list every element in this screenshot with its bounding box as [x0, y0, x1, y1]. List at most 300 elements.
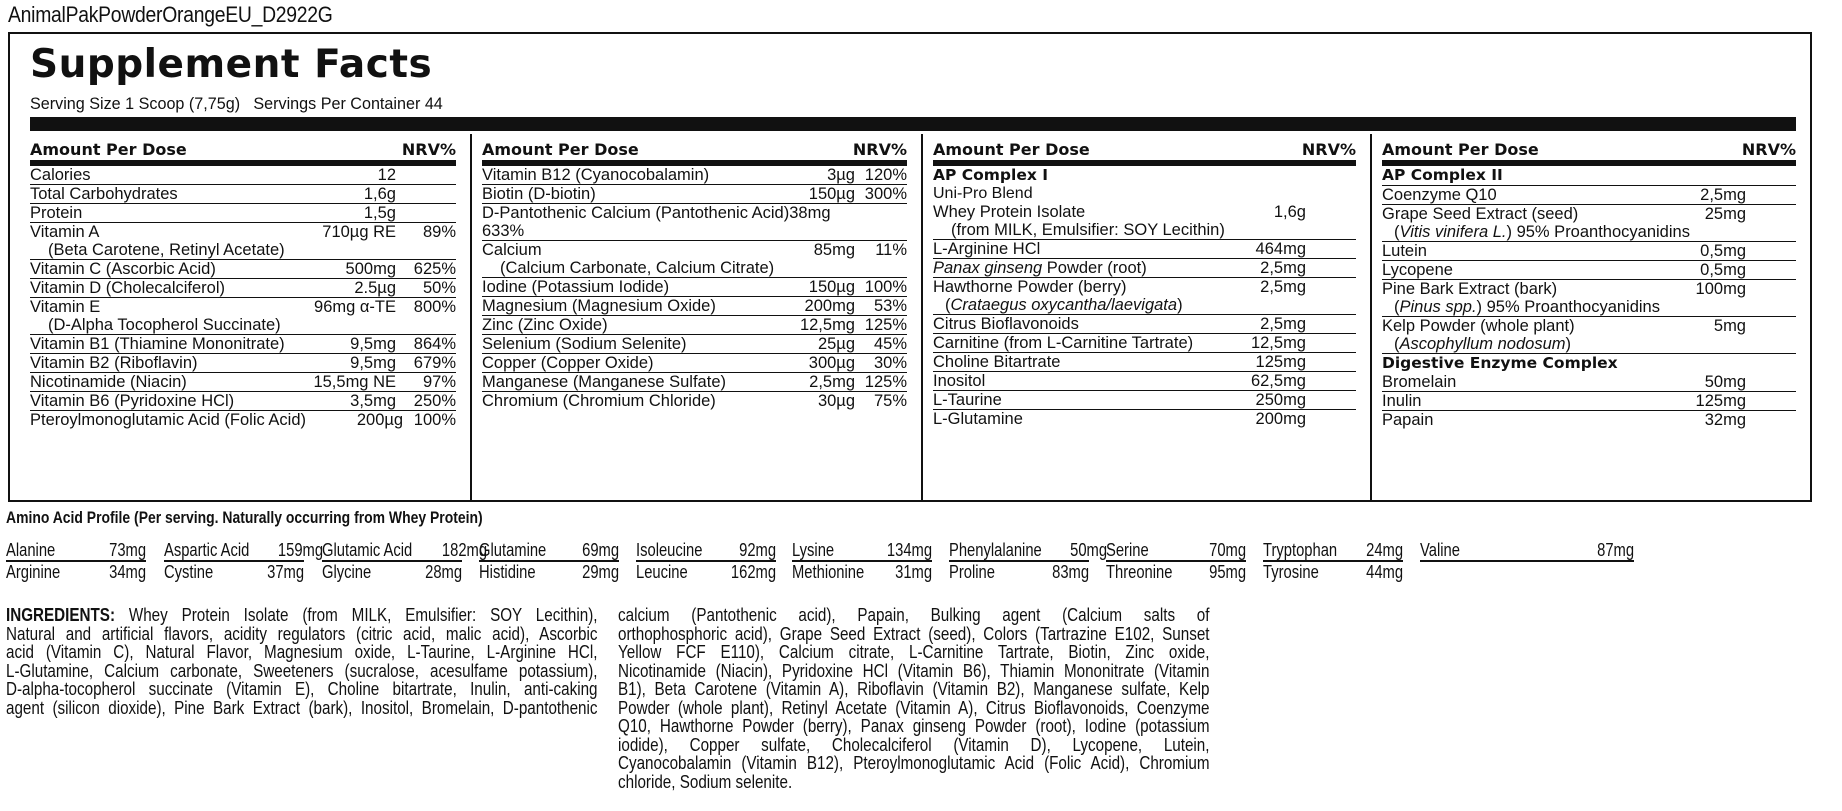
- nutrient-nrv: 50%: [422, 279, 456, 297]
- nutrient-name: Hawthorne Powder (berry): [933, 278, 1127, 296]
- nutrient-nrv: 679%: [413, 354, 456, 372]
- nutrient-nrv: [1306, 334, 1356, 352]
- nutrient-name: Whey Protein Isolate: [933, 203, 1086, 221]
- nutrient-row: [30, 391, 456, 410]
- facts-title: Supplement Facts: [30, 42, 433, 87]
- nutrient-nrv: [1306, 203, 1356, 221]
- nutrient-nrv: [1746, 411, 1796, 429]
- nutrient-amount: 2,5mg: [1260, 315, 1306, 333]
- nutrient-amount: 125mg: [1695, 392, 1746, 410]
- amino-acid-value: 50mg: [1070, 540, 1108, 560]
- blend-name: Uni-Pro Blend: [933, 185, 1033, 202]
- nutrient-row: [933, 409, 1356, 428]
- nutrient-amount: 85mg: [813, 241, 855, 259]
- nutrient-nrv: [1746, 373, 1796, 391]
- nutrient-row: [1382, 279, 1796, 316]
- nutrient-line: [30, 185, 456, 203]
- nutrient-nrv: [881, 204, 907, 222]
- nutrient-row: [1382, 241, 1796, 260]
- amino-acid-grid: [6, 541, 1806, 585]
- nutrient-name: Lutein: [1382, 242, 1427, 260]
- nutrient-line: [482, 354, 907, 372]
- serving-size: Serving Size 1 Scoop (7,75g): [30, 94, 241, 113]
- source-latin-name: Vitis vinifera L.: [1399, 223, 1507, 241]
- amino-acid-value: 31mg: [895, 562, 932, 582]
- amount-per-dose-label: Amount Per Dose: [933, 140, 1090, 159]
- amino-acid-value: 182mg: [441, 540, 488, 560]
- nutrient-line: [933, 372, 1356, 390]
- nutrient-amount: 150µg: [808, 185, 855, 203]
- nutrient-line: [30, 204, 456, 222]
- amino-acid-name: Serine: [1106, 540, 1149, 560]
- ingredients-line: Q10, Hawthorne Powder (berry), Panax ginseng Powder (root), Iodine (potassium: [618, 716, 1210, 736]
- nutrient-name: Manganese (Manganese Sulfate): [482, 373, 726, 391]
- nutrient-line: [30, 166, 456, 184]
- nutrient-nrv: [1306, 315, 1356, 333]
- nutrient-row: [482, 184, 907, 203]
- ingredients-left-column: [6, 606, 598, 717]
- nutrient-name: Lycopene: [1382, 261, 1453, 279]
- nutrient-nrv: [1746, 242, 1796, 260]
- nutrient-line: [933, 203, 1356, 221]
- amino-acid-item: [636, 563, 776, 582]
- group-heading: AP Complex II: [1382, 166, 1503, 184]
- nutrient-amount: 9,5mg: [350, 335, 396, 353]
- amino-acid-item: [164, 563, 304, 582]
- nutrient-row: [30, 297, 456, 334]
- nutrient-line: [933, 353, 1356, 371]
- amino-acid-item: [164, 540, 324, 562]
- nutrient-row: [30, 372, 456, 391]
- group-heading: AP Complex I: [933, 166, 1049, 184]
- amino-acid-name: Methionine: [792, 562, 865, 582]
- nutrient-row: [1382, 260, 1796, 279]
- nutrient-line: [1382, 411, 1796, 429]
- nutrient-line: [30, 279, 456, 297]
- nutrient-name-italic: Panax ginseng: [933, 259, 1043, 277]
- nutrient-row: [30, 166, 456, 184]
- nutrient-nrv: [1746, 317, 1796, 335]
- nutrient-line: [1382, 280, 1796, 298]
- amino-acid-value: 69mg: [582, 540, 619, 560]
- nutrient-row: [933, 203, 1356, 239]
- ingredients-line: Natural and artificial flavors, acidity regulators (citric acid, malic acid), Ascorbic: [6, 623, 598, 644]
- nutrient-amount: 96mg α-TE: [314, 298, 396, 316]
- nutrient-row: [933, 371, 1356, 390]
- nutrient-row: [933, 239, 1356, 258]
- nutrient-name: Grape Seed Extract (seed): [1382, 205, 1579, 223]
- nutrient-nrv: 125%: [864, 316, 907, 334]
- nutrient-amount: 200µg: [356, 411, 404, 429]
- nutrient-amount: 12,5mg: [1250, 334, 1306, 352]
- nutrient-amount: 200mg: [1255, 410, 1306, 428]
- source-latin-name: Pinus spp.: [1399, 298, 1477, 316]
- ingredients-line: L-Glutamine, Calcium carbonate, Sweeteners (sucralose, acesulfame potassium),: [6, 660, 598, 681]
- nutrient-line: [482, 297, 907, 315]
- amino-acid-name: Tyrosine: [1263, 562, 1319, 582]
- nutrient-name: L-Glutamine: [933, 410, 1023, 428]
- nutrient-amount: 0,5mg: [1700, 242, 1746, 260]
- nutrient-row: [482, 296, 907, 315]
- nutrient-amount: 30µg: [817, 392, 855, 410]
- ingredients-right-column: [618, 606, 1210, 791]
- nutrient-name: Bromelain: [1382, 373, 1457, 391]
- amino-acid-value: 44mg: [1366, 562, 1403, 582]
- nutrient-line: [1382, 186, 1796, 204]
- nutrient-row: [30, 278, 456, 297]
- nutrient-row: [1382, 204, 1796, 241]
- nutrient-nrv: 800%: [413, 298, 456, 316]
- amino-acid-name: Glutamine: [479, 540, 547, 560]
- nutrient-nrv-wrapped: 633%: [482, 222, 525, 240]
- nutrient-amount: 2,5mg: [809, 373, 855, 391]
- nutrient-amount: 1,6g: [363, 185, 396, 203]
- amino-acid-item: [322, 563, 462, 582]
- amino-acid-item: [322, 540, 488, 562]
- nutrient-row: [30, 410, 456, 429]
- nutrient-nrv: [1306, 278, 1356, 296]
- nutrient-line: [30, 373, 456, 391]
- nutrient-nrv: [1306, 372, 1356, 390]
- facts-column-3: [921, 134, 1370, 500]
- nutrient-amount: 12: [377, 166, 396, 184]
- nutrient-name: L-Taurine: [933, 391, 1002, 409]
- amino-acid-name: Leucine: [636, 562, 688, 582]
- amino-acid-name: Proline: [949, 562, 995, 582]
- nutrient-amount: 5mg: [1713, 317, 1746, 335]
- nutrient-amount: 125mg: [1255, 353, 1306, 371]
- source-latin-name: Crataegus oxycantha/laevigata: [950, 296, 1178, 314]
- nutrient-nrv: [1746, 186, 1796, 204]
- amino-acid-item: [6, 541, 146, 562]
- amount-per-dose-label: Amount Per Dose: [482, 140, 639, 159]
- nutrient-amount: 2,5mg: [1260, 259, 1306, 277]
- amino-acid-value: 83mg: [1052, 562, 1089, 582]
- amino-acid-value: 134mg: [886, 540, 932, 560]
- amino-acid-title: Amino Acid Profile (Per serving. Naturally occurring from Whey Protein): [6, 508, 483, 527]
- nutrient-name: Inulin: [1382, 392, 1422, 410]
- nutrient-name: L-Arginine HCl: [933, 240, 1041, 258]
- nutrient-name: Vitamin B2 (Riboflavin): [30, 354, 198, 372]
- ingredients-line: chloride, Sodium selenite.: [618, 771, 793, 792]
- nrv-label: NRV%: [852, 140, 907, 159]
- facts-column-2: [470, 134, 921, 500]
- nrv-label: NRV%: [1741, 140, 1796, 159]
- nutrient-amount: 9,5mg: [350, 354, 396, 372]
- nutrient-line: [933, 391, 1356, 409]
- nutrient-row: [1382, 410, 1796, 429]
- nutrient-line: [30, 335, 456, 353]
- nutrient-nrv: 11%: [875, 241, 907, 259]
- nutrient-row: [1382, 316, 1796, 353]
- nutrient-amount: 250mg: [1255, 391, 1306, 409]
- nutrient-nrv: 30%: [873, 354, 907, 372]
- nutrient-row: [30, 203, 456, 222]
- amino-acid-item: [1106, 541, 1246, 562]
- nutrient-amount: 100mg: [1695, 280, 1746, 298]
- amino-acid-item: [6, 563, 146, 582]
- amino-acid-value: 34mg: [109, 562, 146, 582]
- nutrient-line: [482, 241, 907, 259]
- nutrient-amount: 500mg: [345, 260, 396, 278]
- amino-acid-name: Aspartic Acid: [164, 540, 250, 560]
- ingredients-line: Cyanocobalamin (Vitamin B12), Pteroylmonoglutamic Acid (Folic Acid), Chromium: [618, 753, 1210, 773]
- nutrient-nrv: [1746, 261, 1796, 279]
- amino-acid-item: [1263, 563, 1403, 582]
- amino-acid-item: [792, 563, 932, 582]
- nutrient-name: Citrus Bioflavonoids: [933, 315, 1079, 333]
- ingredients-line: iodide), Copper sulfate, Cholecalciferol (Vitamin D), Lycopene, Lutein,: [618, 734, 1210, 755]
- nrv-label: NRV%: [401, 140, 456, 159]
- nutrient-name: Vitamin E: [30, 298, 101, 316]
- amino-acid-value: 92mg: [739, 540, 776, 560]
- source-close: ) 95% Proanthocyanidins: [1506, 223, 1690, 241]
- nutrient-name: Selenium (Sodium Selenite): [482, 335, 687, 353]
- nutrient-name: Chromium (Chromium Chloride): [482, 392, 716, 410]
- nutrient-row: [933, 390, 1356, 409]
- nutrient-line: [482, 204, 907, 222]
- nutrient-nrv: 100%: [413, 411, 456, 429]
- nutrient-amount: 150µg: [808, 278, 855, 296]
- nutrient-name: Copper (Copper Oxide): [482, 354, 654, 372]
- amino-acid-name: Alanine: [6, 540, 56, 560]
- amino-acid-value: 159mg: [277, 540, 324, 560]
- nutrient-line: [482, 392, 907, 410]
- nutrient-line: [933, 259, 1356, 277]
- nutrient-nrv: [1306, 259, 1356, 277]
- amino-acid-item: [1263, 541, 1403, 562]
- nutrient-name-rest: Powder (root): [1042, 259, 1147, 277]
- source-close: ): [1177, 296, 1183, 314]
- ingredients-line: orthophosphoric acid), Grape Seed Extract (seed), Colors (Tartrazine E102, Sunset: [618, 623, 1210, 644]
- nutrient-amount: 710µg RE: [322, 223, 396, 241]
- nutrient-amount: 300µg: [808, 354, 855, 372]
- nutrient-name: Pteroylmonoglutamic Acid (Folic Acid): [30, 411, 307, 429]
- nutrient-source: (from MILK, Emulsifier: SOY Lecithin): [951, 221, 1225, 239]
- nutrient-amount: 25mg: [1704, 205, 1746, 223]
- nutrient-amount: 12,5mg: [799, 316, 855, 334]
- nutrient-line: [482, 185, 907, 203]
- nutrient-amount: 1,5g: [363, 204, 396, 222]
- nutrient-name: Vitamin B1 (Thiamine Mononitrate): [30, 335, 285, 353]
- source-open: (: [1394, 223, 1400, 241]
- nutrient-source: (Calcium Carbonate, Calcium Citrate): [500, 259, 775, 277]
- nutrient-source: (D-Alpha Tocopherol Succinate): [48, 316, 281, 334]
- nutrient-row: [482, 203, 907, 240]
- nutrient-nrv: [1746, 392, 1796, 410]
- amino-acid-name: Cystine: [164, 562, 214, 582]
- nutrient-row: [933, 314, 1356, 333]
- nutrient-amount: 464mg: [1255, 240, 1306, 258]
- ingredients-line: calcium (Pantothenic acid), Papain, Bulking agent (Calcium salts of: [618, 605, 1210, 625]
- nutrient-row: [30, 259, 456, 278]
- nutrient-row: [1382, 373, 1796, 391]
- nutrient-row: [30, 222, 456, 259]
- nutrient-row: [482, 334, 907, 353]
- thick-divider-bar: [30, 117, 1796, 131]
- nutrient-name: Kelp Powder (whole plant): [1382, 317, 1575, 335]
- amino-acid-name: Lysine: [792, 540, 835, 560]
- source-close: ): [1565, 335, 1571, 353]
- ingredients-line: [6, 606, 598, 625]
- nutrient-source: [1382, 298, 1796, 316]
- nutrient-name: Coenzyme Q10: [1382, 186, 1497, 204]
- nutrient-nrv: 100%: [864, 278, 907, 296]
- nutrient-amount: 3µg: [827, 166, 855, 184]
- nutrient-nrv: [396, 185, 456, 203]
- amino-acid-item: [479, 541, 619, 562]
- nutrient-nrv: 120%: [864, 166, 907, 184]
- nutrient-row: [482, 372, 907, 391]
- amino-acid-item: [479, 563, 619, 582]
- nutrient-amount: 1,6g: [1273, 203, 1306, 221]
- nutrient-line: [30, 298, 456, 316]
- group-heading: Digestive Enzyme Complex: [1382, 353, 1796, 373]
- ingredients-line: B1), Beta Carotene (Vitamin A), Riboflavin (Vitamin B2), Manganese sulfate, Kelp: [618, 679, 1210, 699]
- source-open: (: [945, 296, 951, 314]
- nutrient-amount: [831, 204, 881, 222]
- nutrient-amount: 2,5mg: [1260, 278, 1306, 296]
- nutrient-row: [482, 240, 907, 277]
- nutrient-name: Total Carbohydrates: [30, 185, 178, 203]
- amino-acid-item: [636, 541, 776, 562]
- amino-acid-value: 73mg: [109, 540, 146, 560]
- nutrient-amount: 15,5mg NE: [313, 373, 396, 391]
- servings-per-container: Servings Per Container 44: [253, 94, 443, 113]
- nutrient-line: [30, 260, 456, 278]
- ingredients-line: agent (silicon dioxide), Pine Bark Extract (bark), Inositol, Bromelain, D-pantothenic: [6, 697, 598, 718]
- source-open: (: [1394, 335, 1400, 353]
- facts-column-1: [10, 134, 470, 500]
- nutrient-amount: 200mg: [804, 297, 855, 315]
- nutrient-name: Vitamin B6 (Pyridoxine HCl): [30, 392, 235, 410]
- nutrient-line: [482, 373, 907, 391]
- amino-acid-value: 37mg: [267, 562, 304, 582]
- column-header: [933, 134, 1356, 166]
- amino-acid-item: [1420, 541, 1634, 562]
- nutrient-nrv: [1306, 410, 1356, 428]
- nutrient-name: Carnitine (from L-Carnitine Tartrate): [933, 334, 1194, 352]
- nutrient-line: [482, 316, 907, 334]
- nutrient-nrv: 250%: [413, 392, 456, 410]
- nutrient-name: Vitamin C (Ascorbic Acid): [30, 260, 216, 278]
- amino-acid-name: Phenylalanine: [949, 540, 1042, 560]
- nutrient-nrv: [1306, 240, 1356, 258]
- nutrient-row: [933, 258, 1356, 277]
- nutrient-row: [933, 333, 1356, 352]
- nutrient-name: Calcium: [482, 241, 542, 259]
- nutrient-line: [1382, 205, 1796, 223]
- nutrient-nrv: [1306, 353, 1356, 371]
- nutrient-nrv: [396, 166, 456, 184]
- nutrient-line: [1382, 317, 1796, 335]
- nutrient-source: [1382, 335, 1796, 353]
- amino-acid-name: Glutamic Acid: [322, 540, 413, 560]
- amount-per-dose-label: Amount Per Dose: [30, 140, 187, 159]
- amino-acid-item: [949, 563, 1089, 582]
- nutrient-amount: 50mg: [1704, 373, 1746, 391]
- amino-acid-name: Arginine: [6, 562, 61, 582]
- ingredients-section: [6, 606, 1210, 806]
- nutrient-name: Protein: [30, 204, 83, 222]
- nutrient-row: [1382, 185, 1796, 204]
- nutrient-line: [933, 278, 1356, 296]
- nutrient-row: [933, 352, 1356, 371]
- nutrient-nrv: 300%: [864, 185, 907, 203]
- nutrient-source: (Beta Carotene, Retinyl Acetate): [48, 241, 285, 259]
- nutrient-line: [482, 166, 907, 184]
- nutrient-row: [482, 353, 907, 372]
- nutrient-row: [1382, 391, 1796, 410]
- amino-acid-value: 70mg: [1209, 540, 1246, 560]
- nutrient-line: [30, 223, 456, 241]
- nutrient-nrv: 89%: [422, 223, 456, 241]
- nutrient-amount: 32mg: [1704, 411, 1746, 429]
- nutrient-amount: 62,5mg: [1250, 372, 1306, 390]
- nrv-label: NRV%: [1301, 140, 1356, 159]
- nutrient-nrv: [1746, 205, 1796, 223]
- nutrient-nrv: 125%: [864, 373, 907, 391]
- source-latin-name: Ascophyllum nodosum: [1399, 335, 1566, 353]
- nutrient-nrv: 97%: [422, 373, 456, 391]
- amino-acid-value: 162mg: [730, 562, 776, 582]
- nutrient-name: Nicotinamide (Niacin): [30, 373, 187, 391]
- nutrient-row: [482, 391, 907, 410]
- nutrient-line: [482, 278, 907, 296]
- source-close: ) 95% Proanthocyanidins: [1476, 298, 1660, 316]
- nutrient-amount: 2,5mg: [1700, 186, 1746, 204]
- nutrient-name: Inositol: [933, 372, 986, 390]
- nutrient-row: [482, 277, 907, 296]
- nutrient-name: Vitamin B12 (Cyanocobalamin): [482, 166, 710, 184]
- nutrient-amount: 0,5mg: [1700, 261, 1746, 279]
- ingredients-line: Powder (whole plant), Retinyl Acetate (Vitamin A), Citrus Bioflavonoids, Coenzyme: [618, 697, 1210, 718]
- nutrient-row: [933, 277, 1356, 314]
- amino-acid-value: 87mg: [1597, 540, 1634, 560]
- amino-acid-name: Valine: [1420, 540, 1460, 560]
- nutrient-line: [1382, 261, 1796, 279]
- nutrient-row: [30, 184, 456, 203]
- nutrient-source: [933, 296, 1356, 314]
- column-header: [30, 134, 456, 166]
- nutrient-amount: 2.5µg: [354, 279, 396, 297]
- nutrient-line: [30, 392, 456, 410]
- nutrient-line: [482, 335, 907, 353]
- nutrient-name: Choline Bitartrate: [933, 353, 1061, 371]
- ingredients-line: Nicotinamide (Niacin), Pyridoxine HCl (Vitamin B6), Thiamin Mononitrate (Vitamin: [618, 660, 1210, 681]
- column-header: [482, 134, 907, 166]
- nutrient-nrv: [396, 204, 456, 222]
- amino-acid-name: Histidine: [479, 562, 536, 582]
- source-open: (: [1394, 298, 1400, 316]
- amount-per-dose-label: Amount Per Dose: [1382, 140, 1539, 159]
- nutrient-nrv: 75%: [873, 392, 907, 410]
- amino-acid-item: [1106, 563, 1246, 582]
- nutrient-name: Iodine (Potassium Iodide): [482, 278, 670, 296]
- nutrient-name: Calories: [30, 166, 91, 184]
- amino-acid-item: [949, 540, 1108, 562]
- nutrient-row: [30, 353, 456, 372]
- nutrient-nrv: [1746, 280, 1796, 298]
- nutrient-name: Vitamin D (Cholecalciferol): [30, 279, 226, 297]
- amino-acid-item: [792, 541, 932, 562]
- ingredients-line: Yellow FCF E110), Calcium citrate, L-Carnitine Tartrate, Biotin, Zinc oxide,: [618, 642, 1210, 662]
- amino-acid-value: 24mg: [1366, 540, 1403, 560]
- nutrient-name: Biotin (D-biotin): [482, 185, 596, 203]
- nutrient-line: [30, 354, 456, 372]
- file-title: AnimalPakPowderOrangeEU_D2922G: [8, 2, 333, 27]
- nutrient-row: [482, 315, 907, 334]
